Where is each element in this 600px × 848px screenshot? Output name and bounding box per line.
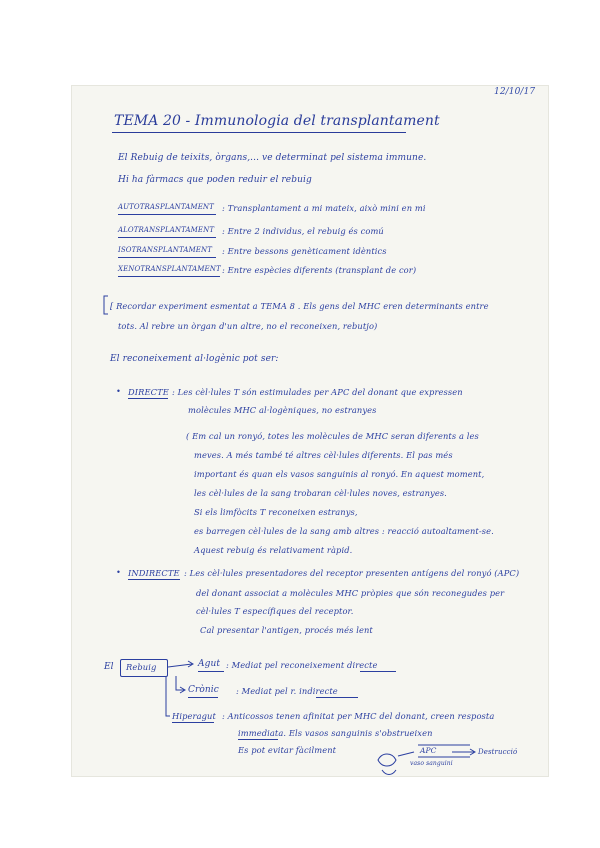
direct-note-7: Aquest rebuig és relativament ràpid. (194, 545, 353, 555)
type-definition-alo: : Entre 2 individus, el rebuig és comú (222, 226, 384, 236)
chronic-label: Crònic (188, 685, 219, 695)
sketch-label-destruction: Destrucció (478, 748, 518, 756)
indirect-label: INDIRECTE (128, 568, 180, 578)
page-date: 12/10/17 (494, 87, 536, 97)
indirect-line-4: Cal presentar l'antigen, procés més lent (200, 625, 373, 635)
reminder-line-2: tots. Al rebre un òrgan d'un altre, no el reconeixen, rebutjo) (118, 321, 378, 331)
bullet-dot: • (116, 567, 121, 577)
hyperacute-line-1: : Anticossos tenen afinitat per MHC del donant, creen resposta (222, 711, 495, 721)
sketch-label-vessel: vaso sanguini (410, 760, 453, 767)
direct-note-6: es barregen cèl·lules de la sang amb altres : reacció autoaltament-se. (194, 526, 494, 536)
direct-note-2: meves. A més també té altres cèl·lules diferents. El pas més (194, 450, 453, 460)
hyperacute-label: Hiperagut (172, 711, 216, 721)
direct-line-1: : Les cèl·lules T són estimulades per APC del donant que expressen (172, 387, 463, 397)
indirect-line-2: del donant associat a molècules MHC pròpies que són reconegudes per (196, 588, 505, 598)
reminder-bracket (104, 296, 108, 314)
type-term-iso: ISOTRANSPLANTAMENT (118, 246, 212, 254)
type-definition-iso: : Entre bessons genèticament idèntics (222, 246, 387, 256)
type-term-auto: AUTOTRASPLANTAMENT (118, 203, 214, 211)
type-term-xeno: XENOTRANSPLANTAMENT (118, 265, 221, 273)
type-definition-xeno: : Entre espècies diferents (transplant de cor) (222, 265, 417, 275)
indirect-line-3: cèl·lules T específiques del receptor. (196, 606, 354, 616)
sketch-label-apc: APC (420, 746, 437, 755)
direct-note-3: important és quan els vasos sanguinis al ronyó. En aquest moment, (194, 469, 485, 479)
indirect-line-1: : Les cèl·lules presentadores del receptor presenten antígens del ronyó (APC) (184, 568, 520, 578)
intro-line-1: El Rebuig de teixits, òrgans,... ve determinat pel sistema immune. (118, 153, 427, 163)
direct-line-2: molècules MHC al·logèniques, no estranyes (188, 405, 377, 415)
type-definition-auto: : Transplantament a mi mateix, això mini en mi (222, 203, 426, 213)
direct-note-1: ( Em cal un ronyó, totes les molècules de MHC seran diferents a les (186, 431, 479, 441)
acute-label: Agut (198, 659, 221, 669)
recognition-heading: El reconeixement al·logènic pot ser: (110, 354, 279, 364)
acute-text: : Mediat pel reconeixement directe (226, 660, 378, 670)
rejection-prefix: El (104, 662, 114, 672)
hyperacute-line-2: immediata. Els vasos sanguinis s'obstrueixen (238, 728, 433, 738)
reminder-line-1: [ Recordar experiment esmentat a TEMA 8 . Els gens del MHC eren determinants entre (110, 301, 489, 311)
direct-label: DIRECTE (128, 387, 169, 397)
page-title: TEMA 20 - Immunologia del transplantament (114, 113, 440, 129)
intro-line-2: Hi ha fàrmacs que poden reduir el rebuig (118, 175, 312, 185)
sketch-arrow (398, 752, 414, 756)
type-term-alo: ALOTRANSPLANTAMENT (118, 226, 215, 234)
cell-sketch (378, 754, 396, 766)
chronic-text: : Mediat pel r. indirecte (236, 686, 338, 696)
cell-sketch (382, 770, 396, 775)
arrow-to-hyperacute (166, 676, 170, 716)
rejection-boxed-word: Rebuig (126, 662, 157, 672)
direct-note-4: les cèl·lules de la sang trobaran cèl·lules noves, estranyes. (194, 488, 447, 498)
hyperacute-line-3: Es pot evitar fàcilment (238, 745, 337, 755)
direct-note-5: Si els limfòcits T reconeixen estranys, (194, 507, 358, 517)
arrow-to-chronic (176, 676, 184, 690)
bullet-dot: • (116, 386, 121, 396)
